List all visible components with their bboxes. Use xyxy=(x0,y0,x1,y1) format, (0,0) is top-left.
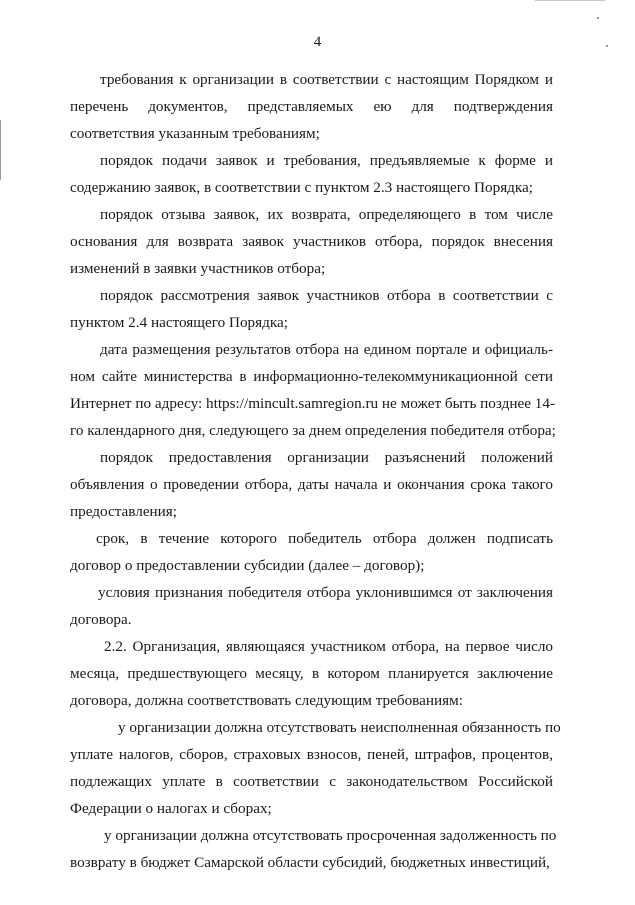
text-line: основания для возврата заявок участников отбора, порядок внесения xyxy=(70,233,553,250)
text-line: у организации должна отсутствовать просроченная задолженность по xyxy=(104,827,557,844)
text-line: требования к организации в соответствии с настоящим Порядком и xyxy=(100,71,553,88)
text-line: 2.2. Организация, являющаяся участником отбора, на первое число xyxy=(104,638,553,655)
text-line: изменений в заявки участников отбора; xyxy=(70,260,326,277)
text-line: порядок подачи заявок и требования, предъявляемые к форме и xyxy=(100,152,553,169)
text-line: Интернет по адресу: https://mincult.samregion.ru не может быть позднее 14- xyxy=(70,395,555,412)
paragraph xyxy=(70,714,561,822)
text-line: месяца, предшествующего месяцу, в котором планируется заключение xyxy=(70,665,553,682)
text-line: договора, должна соответствовать следующим требованиям: xyxy=(70,692,463,709)
text-line: объявления о проведении отбора, даты начала и окончания срока такого xyxy=(70,476,553,493)
text-line: возврату в бюджет Самарской области субсидий, бюджетных инвестиций, xyxy=(70,854,550,871)
text-line: го календарного дня, следующего за днем определения победителя отбора; xyxy=(70,422,556,439)
text-line: порядок отзыва заявок, их возврата, определяющего в том числе xyxy=(100,206,553,223)
text-line: соответствия указанным требованиям; xyxy=(70,125,320,142)
text-line: договора. xyxy=(70,611,132,628)
paragraph xyxy=(70,336,556,444)
text-line: подлежащих уплате в соответствии с законодательством Российской xyxy=(70,773,553,790)
text-line: ном сайте министерства в информационно-телекоммуникационной сети xyxy=(70,368,553,385)
scan-edge-mark xyxy=(0,120,1,180)
paragraph xyxy=(70,201,553,282)
text-line: перечень документов, представляемых ею для подтверждения xyxy=(70,98,553,115)
text-line: срок, в течение которого победитель отбора должен подписать xyxy=(96,530,553,547)
text-line: содержанию заявок, в соответствии с пунктом 2.3 настоящего Порядка; xyxy=(70,179,534,196)
document-body xyxy=(70,66,561,876)
paragraph xyxy=(70,633,553,714)
scan-speck xyxy=(597,17,599,19)
paragraph xyxy=(70,282,553,336)
text-line: предоставления; xyxy=(70,503,178,520)
paragraph xyxy=(70,579,553,633)
text-line: условия признания победителя отбора уклонившимся от заключения xyxy=(98,584,553,601)
paragraph xyxy=(70,147,553,201)
text-line: пунктом 2.4 настоящего Порядка; xyxy=(70,314,288,331)
paragraph xyxy=(70,444,553,525)
page-number: 4 xyxy=(313,34,322,50)
text-line: уплате налогов, сборов, страховых взносов, пеней, штрафов, процентов, xyxy=(70,746,553,763)
scan-top-mark xyxy=(535,0,605,1)
paragraph xyxy=(70,66,553,147)
text-line: договор о предоставлении субсидии (далее – договор); xyxy=(70,557,425,574)
text-line: у организации должна отсутствовать неисполненная обязанность по xyxy=(118,719,561,736)
text-line: порядок рассмотрения заявок участников отбора в соответствии с xyxy=(100,287,553,304)
paragraph xyxy=(70,525,553,579)
text-line: дата размещения результатов отбора на едином портале и официаль- xyxy=(100,341,553,358)
paragraph xyxy=(70,822,557,876)
text-line: Федерации о налогах и сборах; xyxy=(70,800,272,817)
text-line: порядок предоставления организации разъяснений положений xyxy=(100,449,553,466)
